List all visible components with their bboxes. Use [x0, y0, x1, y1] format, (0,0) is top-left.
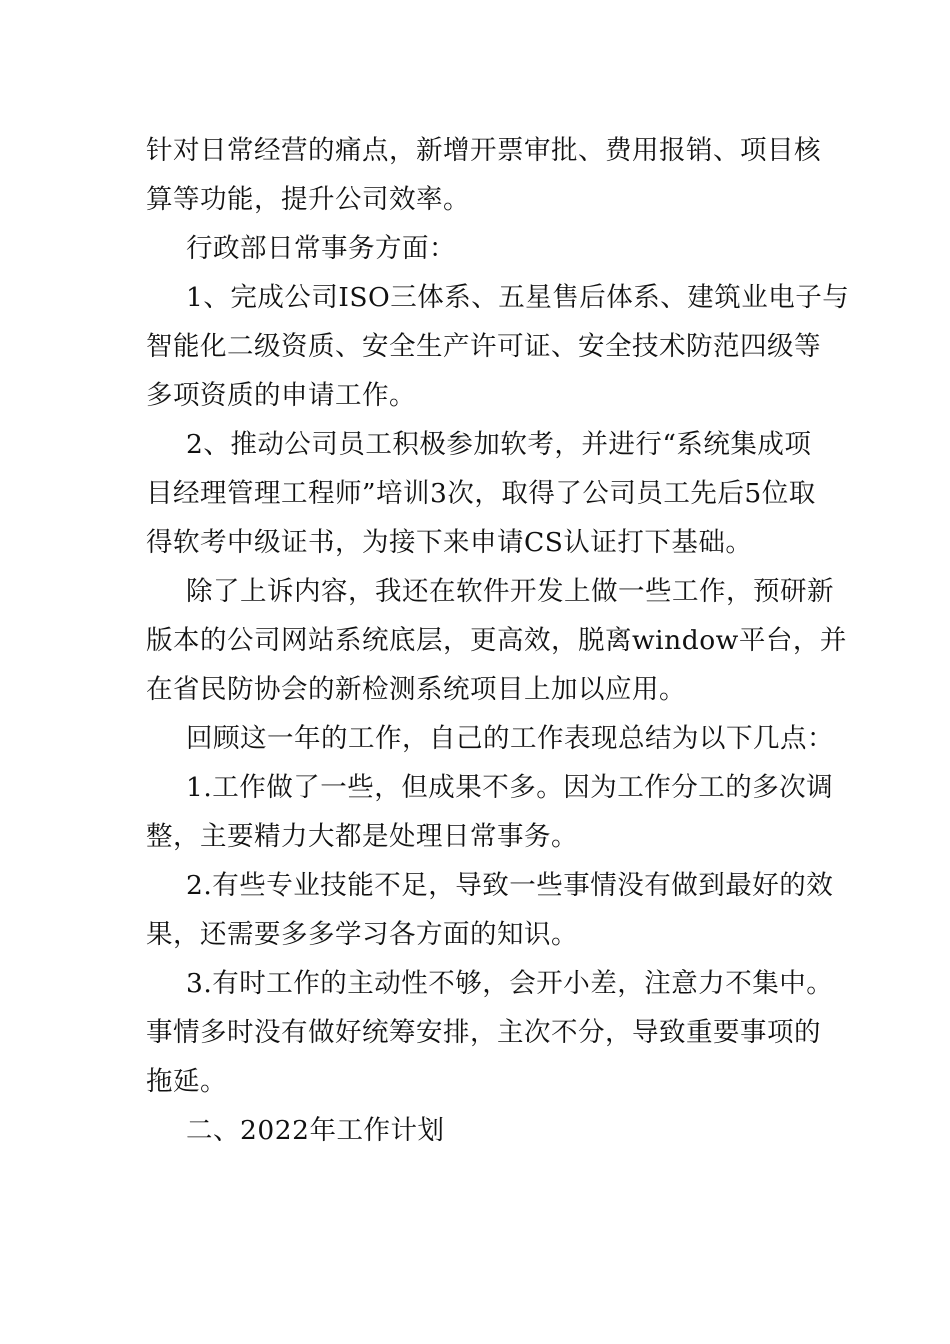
- text-line: 整，主要精力大都是处理日常事务。: [146, 821, 578, 852]
- text-line: 1.工作做了一些，但成果不多。因为工作分工的多次调: [186, 772, 834, 803]
- text-line: 事情多时没有做好统筹安排，主次不分，导致重要事项的: [146, 1017, 821, 1048]
- text-line: 1、完成公司ISO三体系、五星售后体系、建筑业电子与: [186, 282, 850, 313]
- text-line: 3.有时工作的主动性不够，会开小差，注意力不集中。: [186, 968, 834, 999]
- text-line: 智能化二级资质、安全生产许可证、安全技术防范四级等: [146, 331, 821, 362]
- text-line: 在省民防协会的新检测系统项目上加以应用。: [146, 674, 686, 705]
- text-line: 版本的公司网站系统底层，更高效，脱离window平台，并: [146, 625, 847, 656]
- text-line: 除了上诉内容，我还在软件开发上做一些工作，预研新: [186, 576, 834, 607]
- text-line: 回顾这一年的工作，自己的工作表现总结为以下几点：: [186, 723, 834, 754]
- section-heading: 二、2022年工作计划: [186, 1115, 445, 1146]
- text-line: 算等功能，提升公司效率。: [146, 184, 470, 215]
- text-line: 拖延。: [146, 1066, 227, 1097]
- text-line: 目经理管理工程师”培训3次，取得了公司员工先后5位取: [146, 478, 816, 509]
- text-line: 2.有些专业技能不足，导致一些事情没有做到最好的效: [186, 870, 834, 901]
- text-line: 行政部日常事务方面：: [186, 233, 456, 264]
- text-line: 多项资质的申请工作。: [146, 380, 416, 411]
- document-page: [146, 126, 850, 1155]
- text-line: 针对日常经营的痛点，新增开票审批、费用报销、项目核: [146, 135, 821, 166]
- text-line: 得软考中级证书，为接下来申请CS认证打下基础。: [146, 527, 753, 558]
- text-line: 果，还需要多多学习各方面的知识。: [146, 919, 578, 950]
- text-line: 2、推动公司员工积极参加软考，并进行“系统集成项: [186, 429, 812, 460]
